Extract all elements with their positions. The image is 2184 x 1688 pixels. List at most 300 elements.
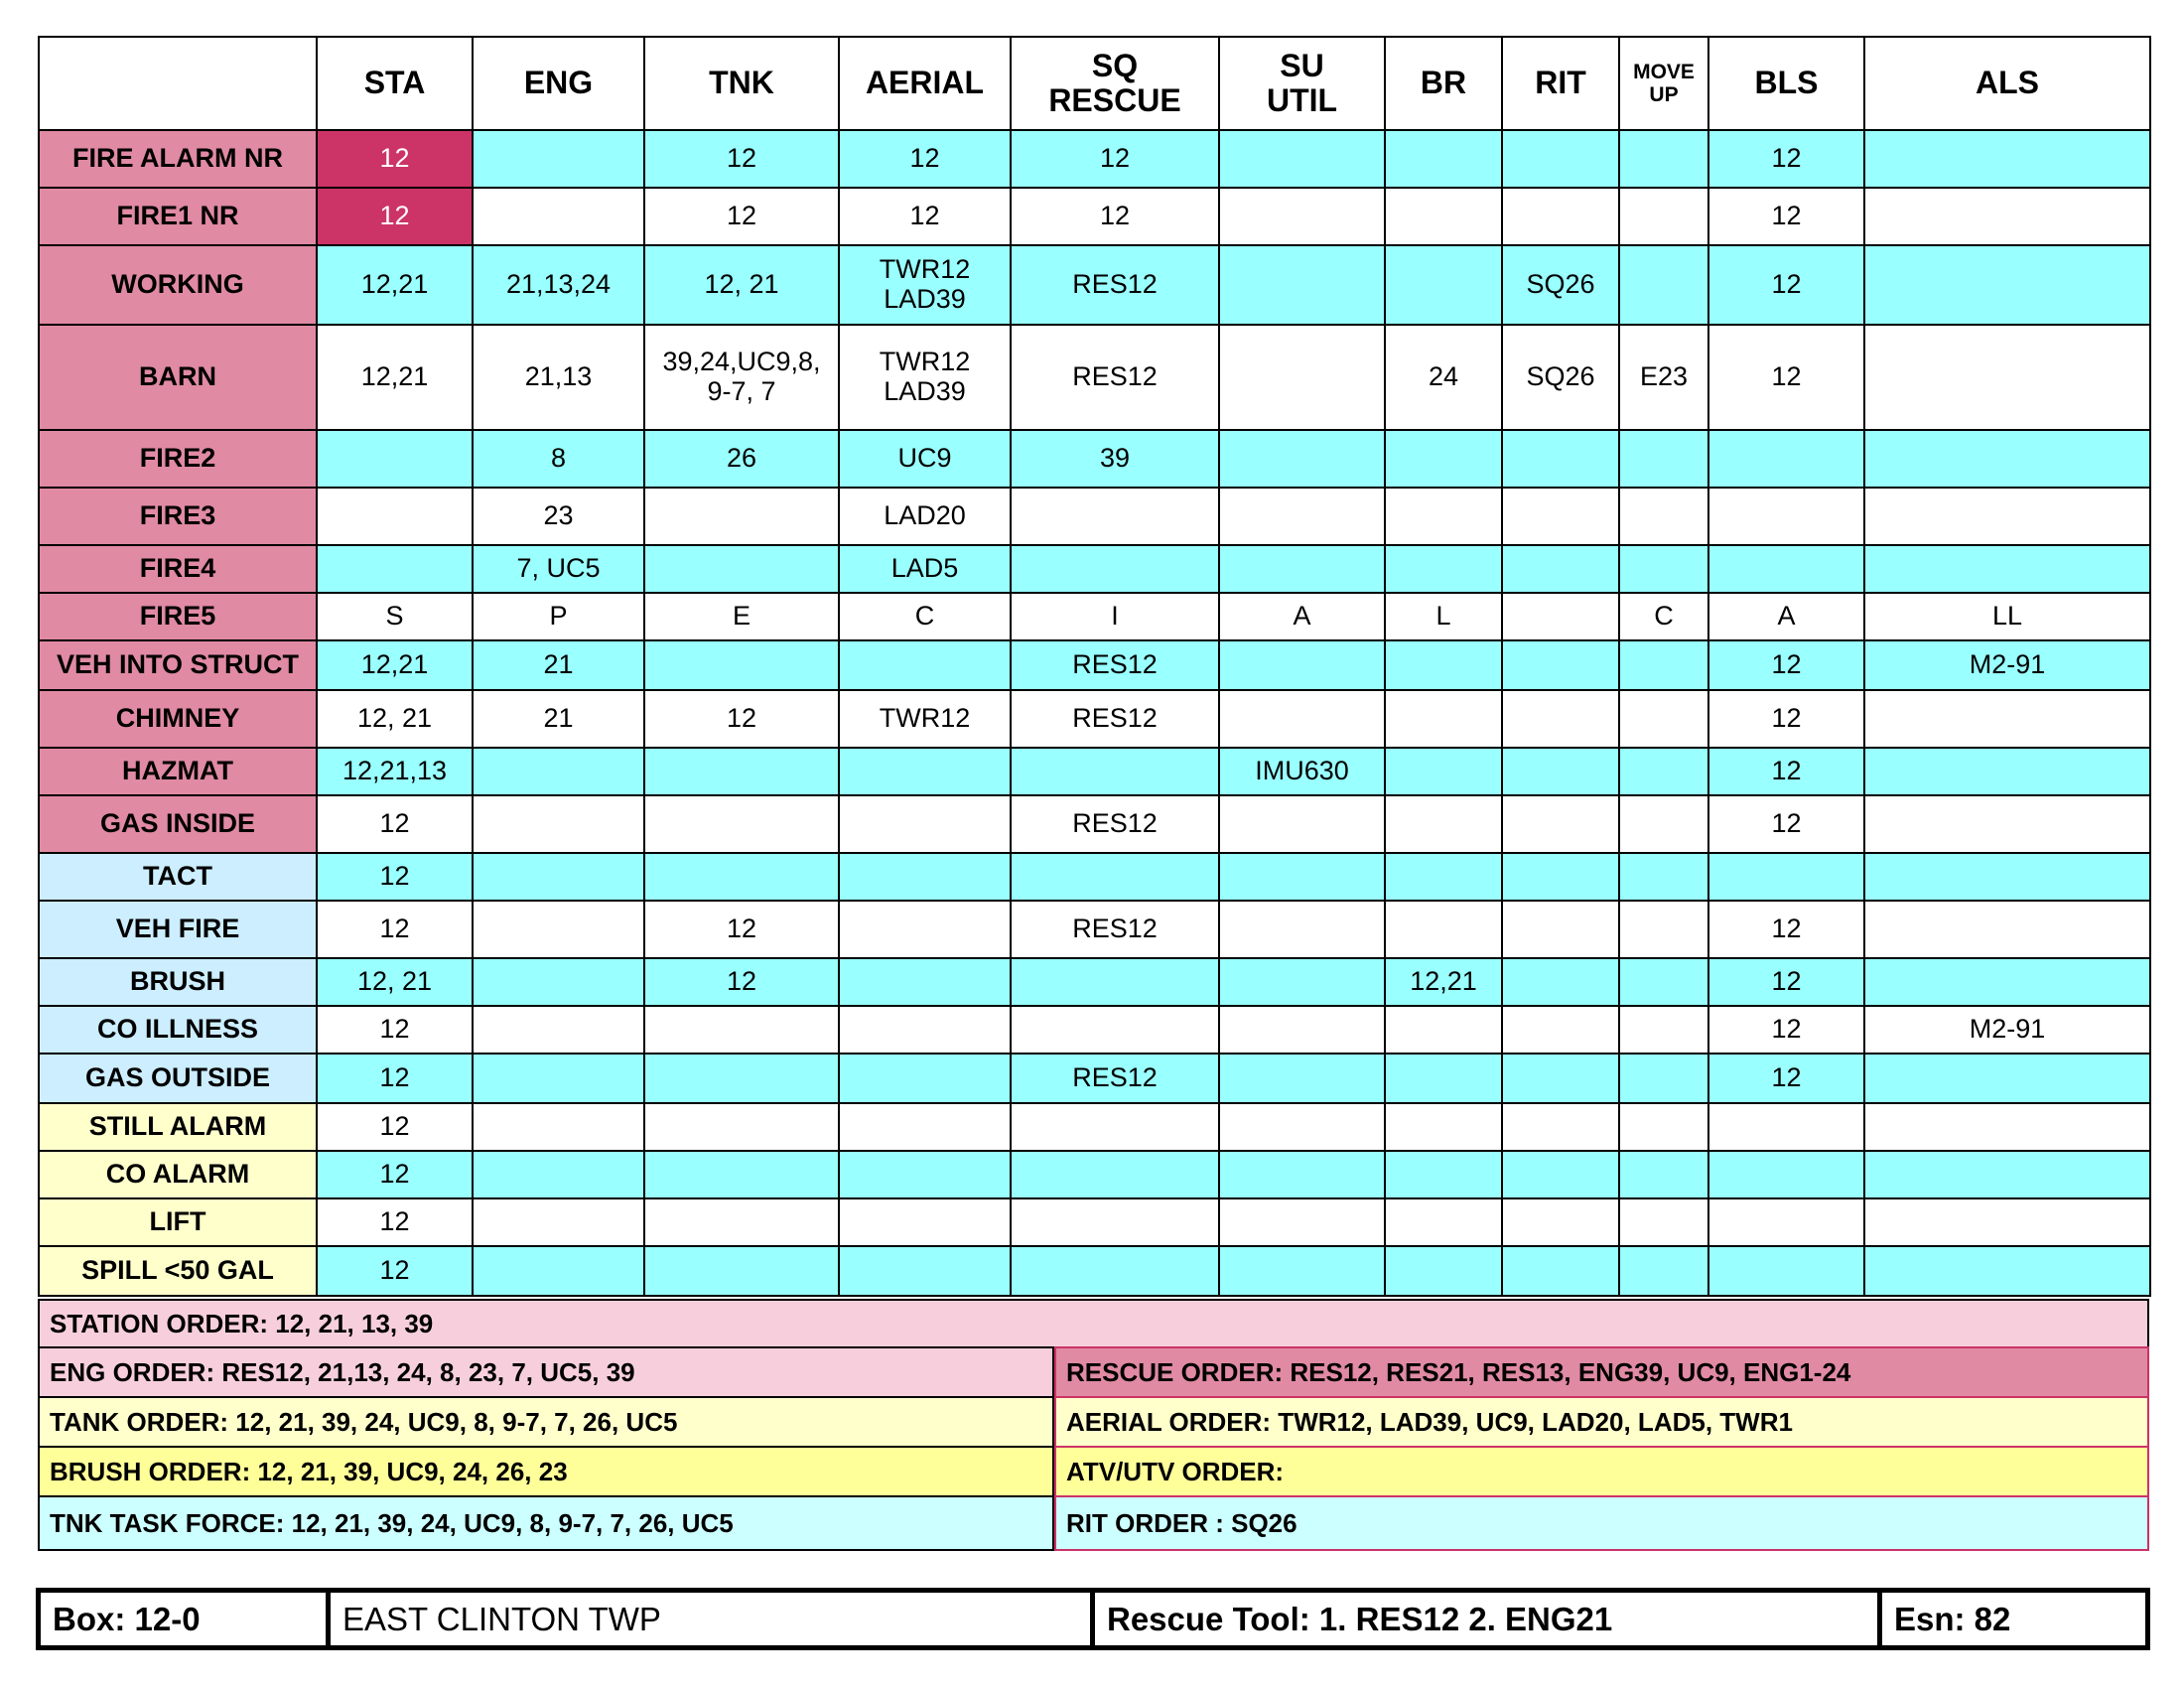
table-cell (839, 958, 1011, 1006)
table-cell (1219, 690, 1385, 748)
table-cell (1619, 640, 1708, 690)
table-cell: SQ26 (1502, 245, 1619, 325)
table-cell (473, 1103, 644, 1151)
table-cell: 12 (1708, 188, 1864, 245)
table-cell: 12, 21 (317, 958, 473, 1006)
tank-order-text: TANK ORDER: 12, 21, 39, 24, UC9, 8, 9-7, 7, 26, UC5 (50, 1406, 678, 1437)
table-cell: UC9 (839, 430, 1011, 488)
table-row (39, 593, 2150, 640)
table-cell (473, 1006, 644, 1054)
rit-order (1054, 1495, 2149, 1551)
table-cell: RES12 (1011, 325, 1219, 430)
table-cell: 8 (473, 430, 644, 488)
table-cell (1864, 690, 2150, 748)
table-cell (1219, 1054, 1385, 1103)
rescue-order (1054, 1346, 2149, 1398)
table-cell (1864, 1151, 2150, 1198)
table-cell (1219, 1103, 1385, 1151)
table-cell (1619, 188, 1708, 245)
table-cell (1502, 488, 1619, 545)
table-cell (1011, 1246, 1219, 1296)
row-label: VEH FIRE (39, 901, 317, 958)
table-row (39, 640, 2150, 690)
table-cell (1385, 188, 1502, 245)
table-cell (839, 853, 1011, 901)
table-cell: 12 (317, 853, 473, 901)
table-cell (1708, 1198, 1864, 1246)
table-cell: 7, UC5 (473, 545, 644, 593)
atv-utv-order (1054, 1446, 2149, 1497)
table-cell: 21 (473, 640, 644, 690)
table-cell (1708, 853, 1864, 901)
column-header: SU UTIL (1219, 37, 1385, 130)
table-cell: 39,24,UC9,8, 9-7, 7 (644, 325, 839, 430)
table-cell (1864, 748, 2150, 795)
row-label: LIFT (39, 1198, 317, 1246)
table-row (39, 1198, 2150, 1246)
table-row (39, 958, 2150, 1006)
table-cell (1502, 1198, 1619, 1246)
table-cell: 12,21 (317, 325, 473, 430)
table-cell: 12 (317, 1054, 473, 1103)
table-cell: P (473, 593, 644, 640)
table-cell (1708, 1151, 1864, 1198)
table-cell: S (317, 593, 473, 640)
table-cell: 12 (317, 1006, 473, 1054)
table-cell (1708, 1103, 1864, 1151)
table-cell: A (1219, 593, 1385, 640)
table-cell: 12 (1708, 1054, 1864, 1103)
table-cell: 12 (1708, 690, 1864, 748)
table-cell (839, 1054, 1011, 1103)
table-cell (1864, 430, 2150, 488)
table-cell (1619, 853, 1708, 901)
aerial-order (1054, 1396, 2149, 1448)
table-cell (473, 188, 644, 245)
column-header: BLS (1708, 37, 1864, 130)
table-cell (1011, 545, 1219, 593)
table-cell (473, 1198, 644, 1246)
table-cell: 12 (317, 901, 473, 958)
table-cell (1502, 188, 1619, 245)
table-cell (1219, 325, 1385, 430)
table-cell (1219, 1151, 1385, 1198)
row-label: FIRE ALARM NR (39, 130, 317, 188)
table-cell (1219, 901, 1385, 958)
table-cell (1502, 690, 1619, 748)
table-cell (1219, 1198, 1385, 1246)
table-cell (1502, 901, 1619, 958)
table-cell (1502, 795, 1619, 853)
table-cell: RES12 (1011, 795, 1219, 853)
table-cell (1219, 1246, 1385, 1296)
table-cell: 12 (1708, 901, 1864, 958)
table-cell: 12 (644, 958, 839, 1006)
rit-order-text: RIT ORDER : SQ26 (1066, 1507, 1297, 1538)
table-cell: RES12 (1011, 1054, 1219, 1103)
table-cell: 12 (644, 188, 839, 245)
table-cell (1864, 188, 2150, 245)
table-cell (1502, 130, 1619, 188)
run-card-grid (38, 36, 2149, 1297)
table-cell: 12, 21 (644, 245, 839, 325)
table-cell (1619, 1198, 1708, 1246)
table-cell (1011, 1006, 1219, 1054)
table-cell (1385, 245, 1502, 325)
table-cell (1619, 690, 1708, 748)
table-cell (1011, 1151, 1219, 1198)
table-cell: I (1011, 593, 1219, 640)
table-cell: 21 (473, 690, 644, 748)
table-cell (1619, 795, 1708, 853)
table-cell (1385, 1103, 1502, 1151)
eng-order (38, 1346, 1054, 1398)
table-cell (1708, 488, 1864, 545)
table-cell (1502, 853, 1619, 901)
row-label: SPILL <50 GAL (39, 1246, 317, 1296)
row-label: FIRE4 (39, 545, 317, 593)
table-cell (1502, 430, 1619, 488)
table-row (39, 901, 2150, 958)
table-cell (1864, 245, 2150, 325)
table-cell (1619, 1054, 1708, 1103)
table-cell (1219, 188, 1385, 245)
column-header: SQ RESCUE (1011, 37, 1219, 130)
table-cell (473, 130, 644, 188)
table-cell: 12 (644, 690, 839, 748)
table-cell: 12 (317, 1246, 473, 1296)
table-cell (839, 1006, 1011, 1054)
table-cell (1385, 1198, 1502, 1246)
table-cell (1385, 748, 1502, 795)
column-header: RIT (1502, 37, 1619, 130)
table-cell: 21,13,24 (473, 245, 644, 325)
table-cell (839, 640, 1011, 690)
row-label: TACT (39, 853, 317, 901)
row-label: CO ALARM (39, 1151, 317, 1198)
table-cell (1219, 488, 1385, 545)
tnk-task-force (38, 1495, 1054, 1551)
table-cell (1864, 1198, 2150, 1246)
esn-text: Esn: 82 (1894, 1600, 2011, 1637)
table-cell: 24 (1385, 325, 1502, 430)
table-cell (1385, 690, 1502, 748)
run-card-table (38, 36, 2151, 1297)
table-cell: 12,21,13 (317, 748, 473, 795)
table-cell (473, 901, 644, 958)
row-label: CHIMNEY (39, 690, 317, 748)
table-cell (473, 1054, 644, 1103)
table-cell (1502, 748, 1619, 795)
row-label: HAZMAT (39, 748, 317, 795)
table-cell: RES12 (1011, 245, 1219, 325)
column-header: MOVE UP (1619, 37, 1708, 130)
table-cell (1864, 1054, 2150, 1103)
aerial-order-text: AERIAL ORDER: TWR12, LAD39, UC9, LAD20, LAD5, TWR1 (1066, 1406, 1793, 1437)
table-cell: LAD5 (839, 545, 1011, 593)
table-cell: RES12 (1011, 690, 1219, 748)
table-row (39, 1006, 2150, 1054)
table-cell (644, 1103, 839, 1151)
table-cell: RES12 (1011, 640, 1219, 690)
table-cell: 12 (317, 1198, 473, 1246)
table-cell (1219, 795, 1385, 853)
table-cell (473, 1246, 644, 1296)
column-header: BR (1385, 37, 1502, 130)
table-row (39, 1103, 2150, 1151)
eng-order-text: ENG ORDER: RES12, 21,13, 24, 8, 23, 7, UC5, 39 (50, 1356, 635, 1387)
table-cell: 12 (1708, 748, 1864, 795)
table-cell (1219, 245, 1385, 325)
row-label: FIRE3 (39, 488, 317, 545)
table-cell (1385, 1006, 1502, 1054)
table-cell: 12 (1708, 1006, 1864, 1054)
column-header (39, 37, 317, 130)
table-cell (1385, 901, 1502, 958)
order-block (38, 1299, 2149, 1551)
table-cell (1619, 958, 1708, 1006)
table-row (39, 1151, 2150, 1198)
row-label: FIRE1 NR (39, 188, 317, 245)
table-cell (1219, 545, 1385, 593)
table-cell (1502, 545, 1619, 593)
table-cell (1011, 853, 1219, 901)
table-cell: SQ26 (1502, 325, 1619, 430)
table-cell (1219, 640, 1385, 690)
table-cell (1385, 795, 1502, 853)
tnk-task-force-text: TNK TASK FORCE: 12, 21, 39, 24, UC9, 8, 9-7, 7, 26, UC5 (50, 1507, 734, 1538)
table-cell: 12,21 (317, 245, 473, 325)
row-label: BARN (39, 325, 317, 430)
row-label: GAS OUTSIDE (39, 1054, 317, 1103)
table-cell: 23 (473, 488, 644, 545)
table-cell (1502, 640, 1619, 690)
table-cell (1864, 901, 2150, 958)
table-cell (644, 545, 839, 593)
table-cell (1011, 748, 1219, 795)
table-cell: LAD20 (839, 488, 1011, 545)
table-cell (1619, 545, 1708, 593)
table-cell (1219, 853, 1385, 901)
table-cell: M2-91 (1864, 1006, 2150, 1054)
table-cell (1219, 430, 1385, 488)
table-cell: 26 (644, 430, 839, 488)
table-cell (644, 1006, 839, 1054)
table-cell: C (839, 593, 1011, 640)
table-cell: 39 (1011, 430, 1219, 488)
table-cell (1619, 901, 1708, 958)
table-row (39, 130, 2150, 188)
table-cell (644, 640, 839, 690)
table-cell (1385, 488, 1502, 545)
table-cell: 12 (1708, 640, 1864, 690)
table-cell: M2-91 (1864, 640, 2150, 690)
table-cell: E (644, 593, 839, 640)
table-cell (1619, 1103, 1708, 1151)
table-cell: 12 (644, 901, 839, 958)
station-order (38, 1299, 2149, 1348)
table-cell (1864, 958, 2150, 1006)
rescue-tool-text: Rescue Tool: 1. RES12 2. ENG21 (1107, 1600, 1613, 1637)
table-cell (1864, 1103, 2150, 1151)
table-row (39, 488, 2150, 545)
table-cell (1619, 1151, 1708, 1198)
table-cell (644, 1198, 839, 1246)
table-cell (1708, 545, 1864, 593)
row-label: BRUSH (39, 958, 317, 1006)
area-name-text: EAST CLINTON TWP (342, 1600, 661, 1637)
table-cell (1864, 795, 2150, 853)
table-cell (1502, 1006, 1619, 1054)
table-cell (1385, 1246, 1502, 1296)
table-cell (644, 853, 839, 901)
table-cell (473, 958, 644, 1006)
table-cell (473, 1151, 644, 1198)
table-cell (1385, 1054, 1502, 1103)
row-label: STILL ALARM (39, 1103, 317, 1151)
table-cell: TWR12 LAD39 (839, 245, 1011, 325)
table-cell (1385, 430, 1502, 488)
table-cell: 12 (1011, 130, 1219, 188)
table-row (39, 690, 2150, 748)
table-cell: 12 (1708, 958, 1864, 1006)
table-cell (1385, 545, 1502, 593)
table-cell: 12 (1708, 245, 1864, 325)
table-cell (1864, 545, 2150, 593)
table-cell (644, 1054, 839, 1103)
table-cell (317, 488, 473, 545)
footer-box (36, 1588, 2150, 1650)
table-cell: 12 (644, 130, 839, 188)
table-cell (473, 795, 644, 853)
table-row (39, 1246, 2150, 1296)
rescue-order-text: RESCUE ORDER: RES12, RES21, RES13, ENG39, UC9, ENG1-24 (1066, 1356, 1851, 1387)
table-cell: 12 (317, 188, 473, 245)
table-cell (1385, 1151, 1502, 1198)
table-cell (839, 1198, 1011, 1246)
table-cell (1385, 130, 1502, 188)
rescue-tool (1095, 1593, 1882, 1645)
table-cell (1619, 430, 1708, 488)
table-cell (644, 795, 839, 853)
column-header: STA (317, 37, 473, 130)
table-cell (473, 748, 644, 795)
table-cell: 12 (1708, 325, 1864, 430)
table-cell (1502, 1246, 1619, 1296)
table-cell (1619, 1006, 1708, 1054)
table-cell (1864, 130, 2150, 188)
table-cell (317, 545, 473, 593)
table-cell (1619, 1246, 1708, 1296)
table-cell (1864, 488, 2150, 545)
row-label: FIRE5 (39, 593, 317, 640)
table-cell: 12 (1708, 130, 1864, 188)
table-cell (1864, 1246, 2150, 1296)
brush-order (38, 1446, 1054, 1497)
table-cell (1708, 430, 1864, 488)
column-header: ALS (1864, 37, 2150, 130)
table-cell: RES12 (1011, 901, 1219, 958)
table-cell (1619, 245, 1708, 325)
table-cell: 12 (1708, 795, 1864, 853)
table-cell (1385, 640, 1502, 690)
column-header: AERIAL (839, 37, 1011, 130)
table-cell (644, 1151, 839, 1198)
esn (1882, 1593, 2145, 1645)
row-label: CO ILLNESS (39, 1006, 317, 1054)
table-cell: 12 (317, 1103, 473, 1151)
box-number-text: Box: 12-0 (53, 1600, 201, 1637)
table-cell (1502, 1054, 1619, 1103)
table-cell (644, 1246, 839, 1296)
table-cell (1011, 488, 1219, 545)
table-row (39, 853, 2150, 901)
table-cell (644, 488, 839, 545)
table-cell: C (1619, 593, 1708, 640)
table-cell: 12,21 (1385, 958, 1502, 1006)
table-row (39, 545, 2150, 593)
table-cell (644, 748, 839, 795)
table-cell (1219, 958, 1385, 1006)
row-label: GAS INSIDE (39, 795, 317, 853)
table-cell (1502, 1151, 1619, 1198)
table-cell (1011, 958, 1219, 1006)
table-cell (1502, 593, 1619, 640)
area-name (331, 1593, 1095, 1645)
table-cell: 12 (317, 795, 473, 853)
table-cell (1011, 1198, 1219, 1246)
box-number (41, 1593, 331, 1645)
table-cell: L (1385, 593, 1502, 640)
table-cell (839, 1151, 1011, 1198)
table-cell (1219, 1006, 1385, 1054)
table-cell: 12 (839, 130, 1011, 188)
table-cell (839, 1103, 1011, 1151)
table-cell (839, 795, 1011, 853)
table-cell (1502, 958, 1619, 1006)
tank-order (38, 1396, 1054, 1448)
table-row (39, 1054, 2150, 1103)
table-cell (839, 901, 1011, 958)
table-row (39, 430, 2150, 488)
table-row (39, 795, 2150, 853)
table-cell (1619, 748, 1708, 795)
row-label: FIRE2 (39, 430, 317, 488)
table-cell (839, 1246, 1011, 1296)
column-header: ENG (473, 37, 644, 130)
atv-utv-order-text: ATV/UTV ORDER: (1066, 1456, 1285, 1486)
table-cell: 21,13 (473, 325, 644, 430)
table-cell: A (1708, 593, 1864, 640)
table-cell: TWR12 (839, 690, 1011, 748)
table-cell: TWR12 LAD39 (839, 325, 1011, 430)
column-header: TNK (644, 37, 839, 130)
row-label: VEH INTO STRUCT (39, 640, 317, 690)
table-cell: IMU630 (1219, 748, 1385, 795)
table-cell: 12, 21 (317, 690, 473, 748)
table-row (39, 325, 2150, 430)
table-cell (1502, 1103, 1619, 1151)
table-cell (1385, 853, 1502, 901)
table-cell (1619, 488, 1708, 545)
table-cell: 12 (1011, 188, 1219, 245)
table-cell: LL (1864, 593, 2150, 640)
brush-order-text: BRUSH ORDER: 12, 21, 39, UC9, 24, 26, 23 (50, 1456, 568, 1486)
table-row (39, 245, 2150, 325)
station-order-text: STATION ORDER: 12, 21, 13, 39 (50, 1308, 434, 1338)
table-cell (1619, 130, 1708, 188)
table-cell (1864, 853, 2150, 901)
